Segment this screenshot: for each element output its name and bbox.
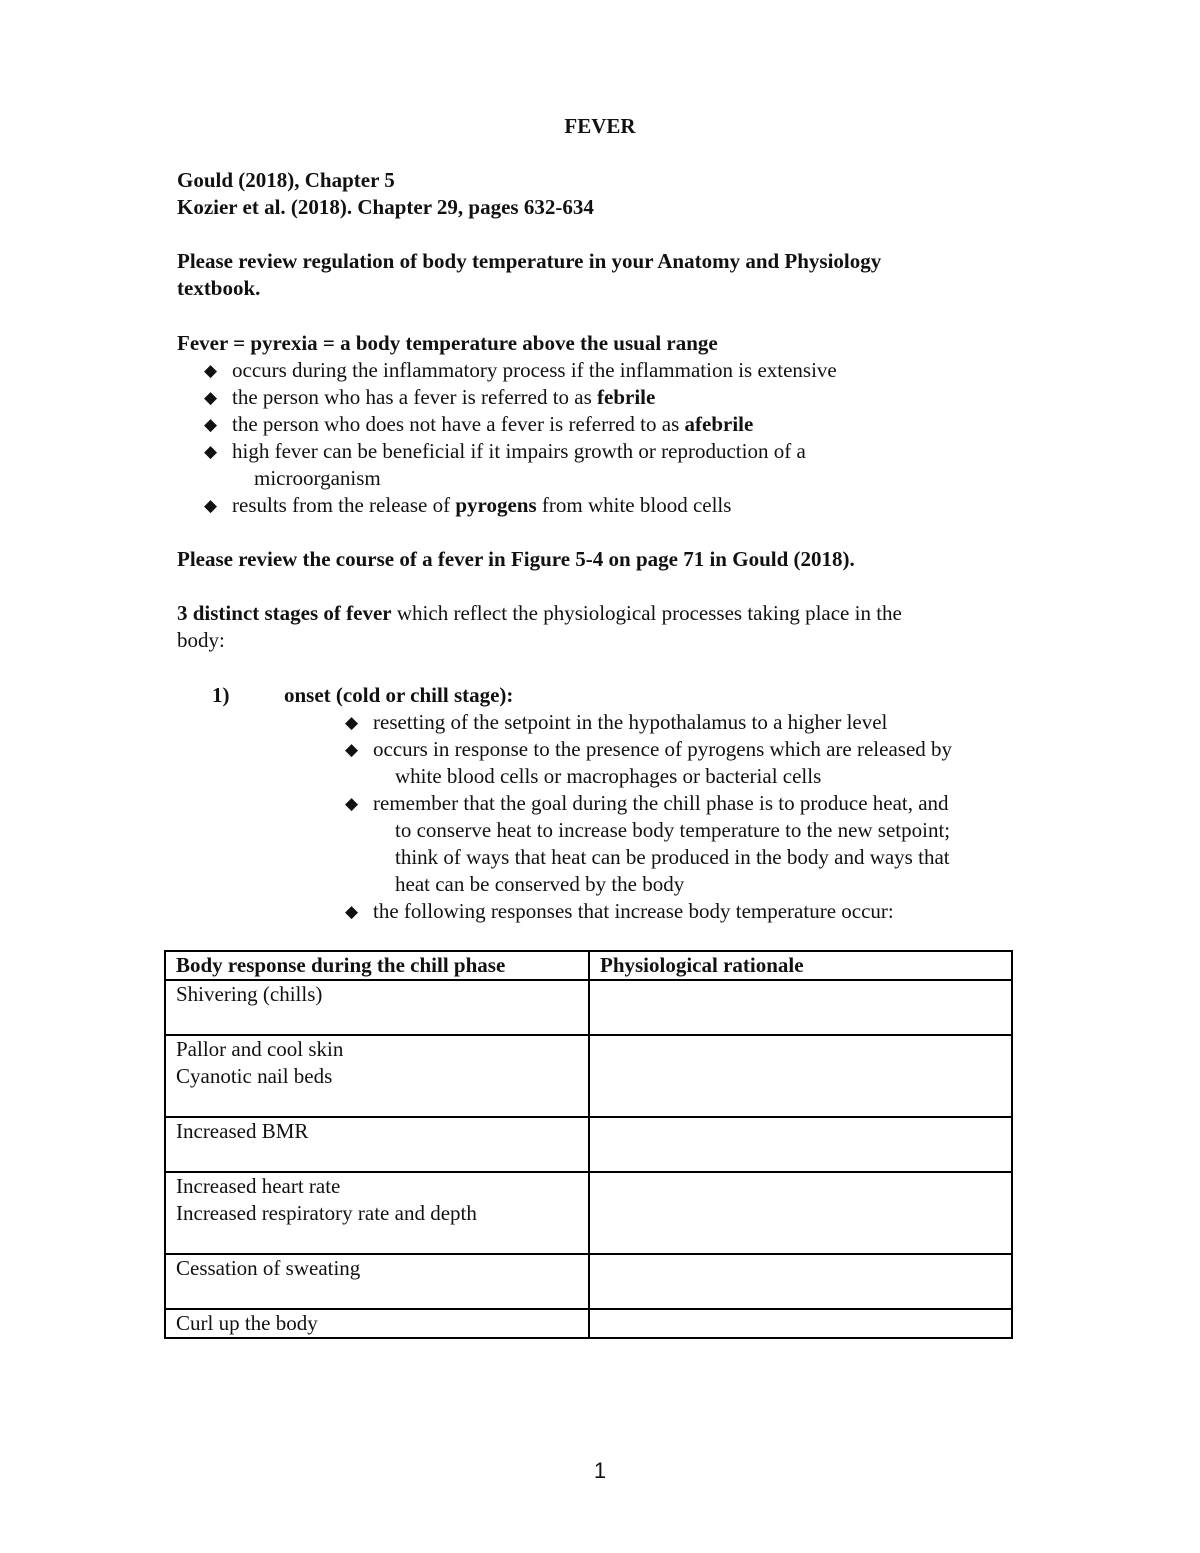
document-title: FEVER xyxy=(564,114,636,138)
table-cell-response xyxy=(165,980,589,1035)
table-row xyxy=(165,980,1012,1035)
diamond-bullet-icon: ◆ xyxy=(204,442,218,461)
stage-bullet-setpoint: resetting of the setpoint in the hypothalamus to a higher level xyxy=(373,710,888,734)
cell-line: Increased respiratory rate and depth xyxy=(176,1201,477,1225)
cell-line: Curl up the body xyxy=(176,1311,318,1335)
page-number: 1 xyxy=(593,1458,607,1483)
term-pyrogens: pyrogens xyxy=(455,493,537,517)
diamond-bullet-icon: ◆ xyxy=(345,794,359,813)
fever-definition: Fever = pyrexia = a body temperature above the usual range xyxy=(177,331,718,355)
table-cell-response xyxy=(165,1254,589,1309)
table-cell-response xyxy=(165,1309,589,1338)
table-cell-rationale[interactable] xyxy=(589,980,1012,1035)
cell-line: Pallor and cool skin xyxy=(176,1037,344,1061)
stages-intro-line-2: body: xyxy=(177,628,225,652)
diamond-bullet-icon: ◆ xyxy=(204,388,218,407)
table-row xyxy=(165,1117,1012,1172)
cell-line: Increased heart rate xyxy=(176,1174,341,1198)
cell-line: Shivering (chills) xyxy=(176,982,323,1006)
table-cell-rationale[interactable] xyxy=(589,1035,1012,1117)
stage-number: 1) xyxy=(212,683,230,707)
stage-bullet-pyrogens-line-2: white blood cells or macrophages or bacterial cells xyxy=(395,764,822,788)
stage-bullet-goal-line-1: remember that the goal during the chill phase is to produce heat, and xyxy=(373,791,949,815)
reference-kozier: Kozier et al. (2018). Chapter 29, pages 632-634 xyxy=(177,195,594,219)
diamond-bullet-icon: ◆ xyxy=(345,740,359,759)
cell-line: Cyanotic nail beds xyxy=(176,1064,333,1088)
cell-line: Cessation of sweating xyxy=(176,1256,361,1280)
stage-bullet-responses: the following responses that increase body temperature occur: xyxy=(373,899,894,923)
bullet-pyrogens-pre: results from the release of xyxy=(232,493,456,517)
diamond-bullet-icon: ◆ xyxy=(204,415,218,434)
stage-bullet-goal-line-2: to conserve heat to increase body temperature to the new setpoint; xyxy=(395,818,951,842)
table-cell-response xyxy=(165,1172,589,1254)
table-cell-rationale[interactable] xyxy=(589,1117,1012,1172)
bullet-afebrile xyxy=(232,411,753,438)
term-febrile: febrile xyxy=(597,385,656,409)
stage-bullet-goal-line-4: heat can be conserved by the body xyxy=(395,872,685,896)
column-header-body-response: Body response during the chill phase xyxy=(165,951,589,980)
table-row xyxy=(165,1035,1012,1117)
diamond-bullet-icon: ◆ xyxy=(204,496,218,515)
stage-bullet-pyrogens-line-1: occurs in response to the presence of pyrogens which are released by xyxy=(373,737,953,761)
stage-bullet-goal-line-3: think of ways that heat can be produced in the body and ways that xyxy=(395,845,950,869)
chill-phase-table xyxy=(164,950,1013,1339)
reference-gould: Gould (2018), Chapter 5 xyxy=(177,168,395,192)
bullet-high-fever-line-2: microorganism xyxy=(254,466,381,490)
diamond-bullet-icon: ◆ xyxy=(204,361,218,380)
table-row xyxy=(165,1254,1012,1309)
diamond-bullet-icon: ◆ xyxy=(345,902,359,921)
stages-intro-line-1 xyxy=(177,600,902,627)
bullet-afebrile-text: the person who does not have a fever is referred to as xyxy=(232,412,685,436)
table-row xyxy=(165,1172,1012,1254)
table-cell-response xyxy=(165,1035,589,1117)
stage-heading: onset (cold or chill stage): xyxy=(284,683,514,707)
table-cell-rationale[interactable] xyxy=(589,1254,1012,1309)
bullet-pyrogens xyxy=(232,492,731,519)
bullet-inflammation: occurs during the inflammatory process if the inflammation is extensive xyxy=(232,358,837,382)
diamond-bullet-icon: ◆ xyxy=(345,713,359,732)
term-afebrile: afebrile xyxy=(684,412,754,436)
review-note-line-2: textbook. xyxy=(177,276,261,300)
bullet-febrile xyxy=(232,384,655,411)
column-header-rationale: Physiological rationale xyxy=(589,951,1012,980)
table-cell-response xyxy=(165,1117,589,1172)
table-cell-rationale[interactable] xyxy=(589,1172,1012,1254)
stages-intro-bold: 3 distinct stages of fever xyxy=(177,601,392,625)
table-cell-rationale[interactable] xyxy=(589,1309,1012,1338)
stages-intro-text: which reflect the physiological processes taking place in the xyxy=(391,601,902,625)
bullet-high-fever-line-1: high fever can be beneficial if it impairs growth or reproduction of a xyxy=(232,439,806,463)
bullet-pyrogens-post: from white blood cells xyxy=(536,493,732,517)
review-figure-note: Please review the course of a fever in Figure 5-4 on page 71 in Gould (2018). xyxy=(177,547,855,571)
cell-line: Increased BMR xyxy=(176,1119,309,1143)
review-note-line-1: Please review regulation of body temperature in your Anatomy and Physiology xyxy=(177,249,882,273)
table-header-row xyxy=(165,951,1012,980)
table-row xyxy=(165,1309,1012,1338)
bullet-febrile-text: the person who has a fever is referred to as xyxy=(232,385,598,409)
